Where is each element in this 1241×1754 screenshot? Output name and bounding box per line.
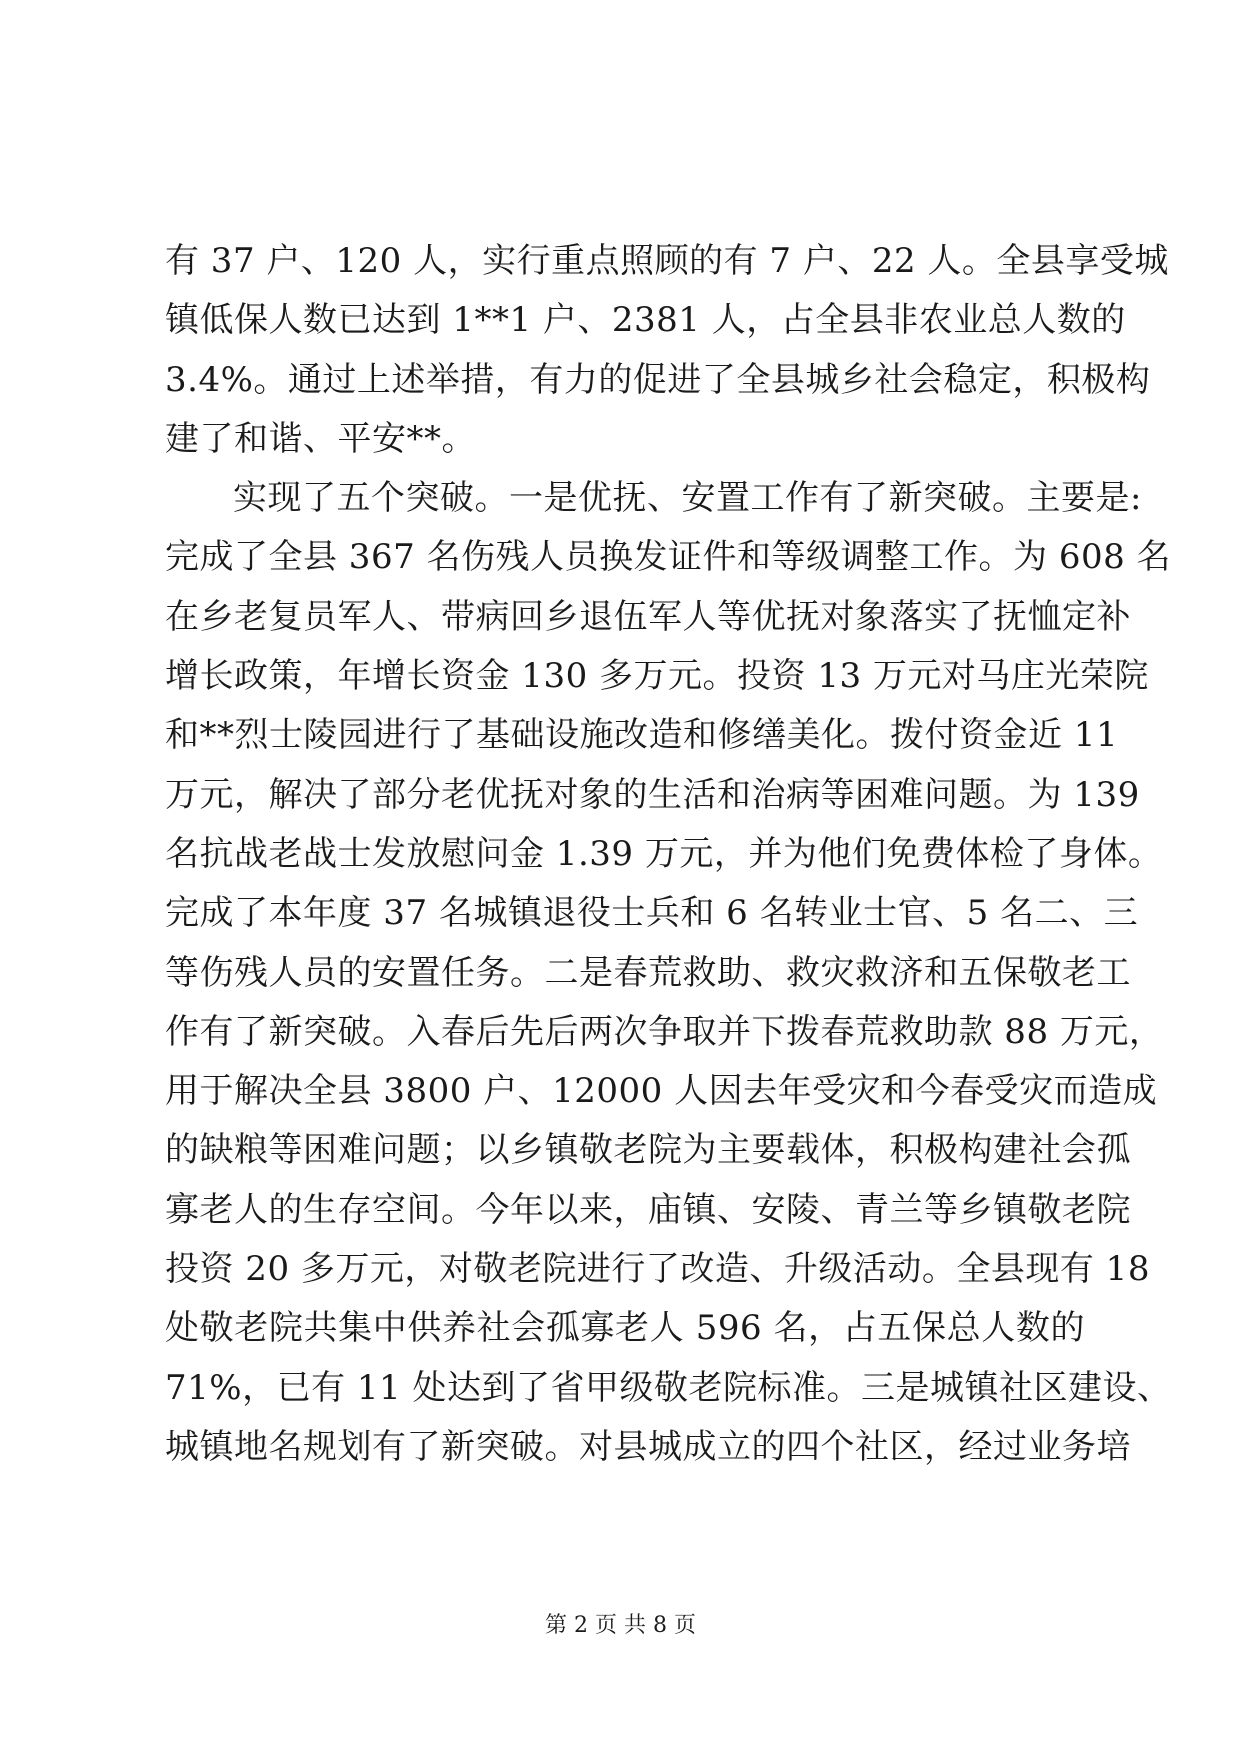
body-text xyxy=(165,232,1172,1477)
paragraph-start-line: 实现了五个突破。一是优抚、安置工作有了新突破。主要是: xyxy=(233,478,1142,519)
text-line: 完成了本年度 37 名城镇退役士兵和 6 名转业士官、5 名二、三 xyxy=(165,893,1139,934)
text-line: 71%，已有 11 处达到了省甲级敬老院标准。三是城镇社区建设、 xyxy=(165,1367,1172,1408)
text-line: 增长政策，年增长资金 130 多万元。投资 13 万元对马庄光荣院 xyxy=(165,656,1149,697)
text-line: 镇低保人数已达到 1**1 户、2381 人，占全县非农业总人数的 xyxy=(165,300,1126,341)
text-line: 作有了新突破。入春后先后两次争取并下拨春荒救助款 88 万元， xyxy=(165,1011,1164,1052)
text-line: 用于解决全县 3800 户、12000 人因去年受灾和今春受灾而造成 xyxy=(165,1071,1158,1112)
text-line: 3.4%。通过上述举措，有力的促进了全县城乡社会稳定，积极构 xyxy=(165,359,1151,400)
text-line: 建了和谐、平安**。 xyxy=(165,418,476,459)
text-line: 万元，解决了部分老优抚对象的生活和治病等困难问题。为 139 xyxy=(165,774,1140,815)
text-line: 处敬老院共集中供养社会孤寡老人 596 名，占五保总人数的 xyxy=(165,1308,1085,1349)
text-line: 有 37 户、120 人，实行重点照顾的有 7 户、22 人。全县享受城 xyxy=(165,241,1169,281)
text-line: 名抗战老战士发放慰问金 1.39 万元，并为他们免费体检了身体。 xyxy=(165,833,1163,874)
page-number-footer: 第 2 页 共 8 页 xyxy=(545,1613,696,1638)
text-line: 等伤残人员的安置任务。二是春荒救助、救灾救济和五保敬老工 xyxy=(165,952,1131,993)
text-line: 完成了全县 367 名伤残人员换发证件和等级调整工作。为 608 名 xyxy=(165,537,1172,578)
text-line: 和**烈士陵园进行了基础设施改造和修缮美化。拨付资金近 11 xyxy=(165,715,1119,756)
text-line: 投资 20 多万元，对敬老院进行了改造、升级活动。全县现有 18 xyxy=(165,1249,1150,1290)
text-line: 的缺粮等困难问题；以乡镇敬老院为主要载体，积极构建社会孤 xyxy=(165,1130,1131,1171)
text-line: 城镇地名规划有了新突破。对县城成立的四个社区，经过业务培 xyxy=(165,1426,1131,1467)
text-line: 寡老人的生存空间。今年以来，庙镇、安陵、青兰等乡镇敬老院 xyxy=(165,1189,1131,1230)
text-line: 在乡老复员军人、带病回乡退伍军人等优抚对象落实了抚恤定补 xyxy=(165,596,1131,637)
